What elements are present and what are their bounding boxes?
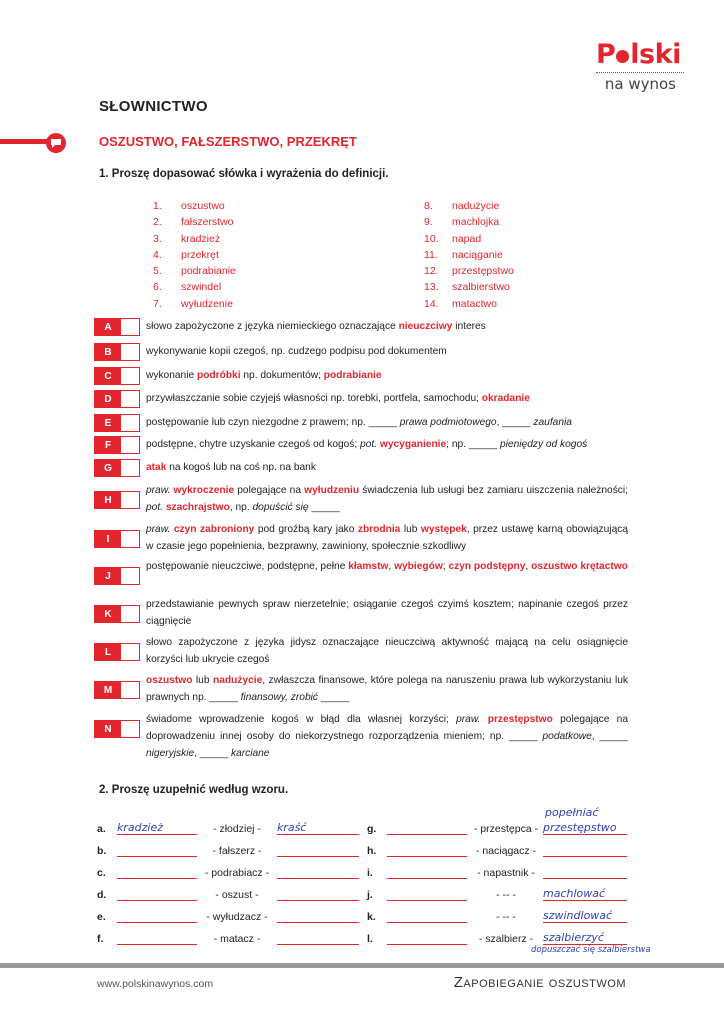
row-label-right: j. (367, 889, 373, 901)
word-number: 12. (424, 265, 439, 278)
word-list-item (153, 200, 236, 216)
handwritten-answer: przestępstwo (543, 821, 617, 834)
noun-person-left: - wyłudzacz - (206, 911, 268, 923)
answer-blank-left-1[interactable] (117, 931, 197, 945)
row-label-left: c. (97, 867, 106, 879)
answer-input[interactable] (121, 319, 139, 335)
definition-text: przywłaszczanie sobie czyjejś własności np. torebki, portfela, samochodu; okradanie (146, 393, 530, 404)
word-list-item (153, 216, 236, 232)
word-text: wyłudzenie (181, 297, 233, 310)
row-label-right: k. (367, 911, 376, 923)
footer-url[interactable]: www.polskinawynos.com (97, 978, 214, 990)
answer-blank-left-1[interactable] (117, 865, 197, 879)
answer-blank-right-2[interactable] (543, 887, 627, 901)
noun-person-left: - oszust - (215, 889, 259, 901)
answer-input[interactable] (121, 460, 139, 476)
definition-letter: K (95, 606, 121, 622)
answer-blank-right-2[interactable] (543, 865, 627, 879)
noun-person-right: - -- - (496, 911, 516, 923)
answer-blank-right-1[interactable] (387, 909, 467, 923)
answer-blank-left-2[interactable] (277, 843, 359, 857)
answer-box[interactable] (94, 720, 140, 738)
word-number: 5. (153, 265, 162, 278)
answer-input[interactable] (121, 721, 139, 737)
noun-person-right: - naciągacz - (475, 845, 537, 857)
word-list-item (153, 249, 236, 265)
logo-brand-left: P (596, 39, 616, 70)
definition-text: praw. czyn zabroniony pod groźbą kary jako zbrodnia lub występek, przez ustawę karną obowiązującą w czasie jego popełnienia, bezprawny, zawiniony, społecznie szkodliwy (146, 524, 628, 552)
handwritten-answer: machlować (543, 887, 606, 900)
word-list-item (424, 216, 514, 232)
answer-blank-left-2[interactable] (277, 821, 359, 835)
row-label-right: g. (367, 823, 377, 835)
word-number: 10. (424, 232, 439, 245)
definition-letter: A (95, 319, 121, 335)
word-text: naciąganie (452, 248, 503, 261)
answer-blank-right-2[interactable] (543, 843, 627, 857)
noun-person-left: - podrabiacz - (204, 867, 270, 879)
word-text: kradzież (181, 232, 221, 245)
answer-box[interactable] (94, 390, 140, 408)
word-number: 11. (424, 248, 438, 261)
answer-box[interactable] (94, 459, 140, 477)
word-list-item (424, 281, 514, 297)
definition-letter: L (95, 644, 121, 660)
row-label-left: e. (97, 911, 106, 923)
answer-blank-right-1[interactable] (387, 865, 467, 879)
definition-letter: D (95, 391, 121, 407)
word-list-item (424, 200, 514, 216)
word-text: podrabianie (181, 265, 236, 278)
definition-text: przedstawianie pewnych spraw nierzetelnie; osiąganie czegoś czyimś kosztem; napinanie czegoś przez ciągnięcie (146, 599, 628, 627)
exercise2-row (97, 843, 637, 863)
word-list-item (153, 233, 236, 249)
noun-person-left: - fałszerz - (212, 845, 262, 857)
definition-text: wykonywanie kopii czegoś, np. cudzego podpisu pod dokumentem (146, 346, 447, 357)
word-text: machlojka (452, 216, 500, 229)
answer-blank-left-2[interactable] (277, 887, 359, 901)
noun-person-right: - przestępca - (473, 823, 539, 835)
row-label-left: f. (97, 933, 104, 945)
handwritten-answer: szalbierzyć (543, 931, 604, 944)
handwritten-answer: kradzież (117, 821, 163, 834)
word-number: 13. (424, 281, 439, 294)
word-list-item (153, 298, 236, 314)
topic-title: OSZUSTWO, FAŁSZERSTWO, PRZEKRĘT (99, 134, 357, 149)
answer-blank-left-2[interactable] (277, 865, 359, 879)
answer-blank-right-2[interactable] (543, 931, 627, 945)
logo-dot-icon (616, 50, 629, 63)
answer-box[interactable] (94, 530, 140, 548)
definition-letter: F (95, 437, 121, 453)
answer-box[interactable] (94, 681, 140, 699)
topic-bar (0, 133, 724, 151)
word-text: matactwo (452, 297, 497, 310)
logo-subtitle: na wynos (604, 75, 676, 93)
answer-box[interactable] (94, 367, 140, 385)
speech-bubble-icon (46, 133, 66, 153)
answer-input[interactable] (121, 568, 139, 584)
answer-box[interactable] (94, 343, 140, 361)
answer-box[interactable] (94, 436, 140, 454)
noun-person-right: - szalbierz - (478, 933, 534, 945)
word-list-item (424, 265, 514, 281)
answer-input[interactable] (121, 606, 139, 622)
exercise2-instruction: 2. Proszę uzupełnić według wzoru. (99, 784, 289, 796)
answer-blank-left-2[interactable] (277, 909, 359, 923)
definition-text: świadome wprowadzenie kogoś w błąd dla własnej korzyści; praw. przestępstwo polegające na doprowadzeniu innej osoby do niekorzystnego rozporządzenia mieniem; np. _____ podatkowe, _____ nigeryjskie, _____ karciane (146, 714, 628, 759)
row-label-left: d. (97, 889, 107, 901)
answer-input[interactable] (121, 415, 139, 431)
topic-bar-line (0, 139, 50, 144)
answer-blank-left-1[interactable] (117, 843, 197, 857)
footer-divider (0, 963, 724, 968)
word-list-item (424, 298, 514, 314)
answer-box[interactable] (94, 414, 140, 432)
answer-blank-right-2[interactable] (543, 909, 627, 923)
logo-divider (596, 72, 684, 73)
exercise2-row (97, 865, 637, 885)
word-list-item (153, 265, 236, 281)
definition-letter: B (95, 344, 121, 360)
handwritten-note: popełniać (545, 806, 599, 819)
answer-box[interactable] (94, 318, 140, 336)
word-text: przekręt (181, 248, 219, 261)
definition-letter: I (95, 531, 121, 547)
word-list-right (424, 200, 514, 314)
noun-person-left: - matacz - (213, 933, 261, 945)
row-label-right: l. (367, 933, 373, 945)
word-number: 2. (153, 216, 162, 229)
answer-blank-left-1[interactable] (117, 821, 197, 835)
word-text: fałszerstwo (181, 216, 234, 229)
word-number: 8. (424, 200, 433, 212)
exercise2-row (97, 887, 637, 907)
word-text: nadużycie (452, 200, 500, 212)
definition-text: słowo zapożyczone z języka niemieckiego oznaczające nieuczciwy interes (146, 321, 486, 332)
word-number: 6. (153, 281, 162, 294)
definition-text: praw. wykroczenie polegające na wyłudzeniu świadczenia lub usługi bez zamiaru uiszczenia należności; pot. szachrajstwo, np. dopuścić się _____ (146, 485, 628, 513)
definition-letter: C (95, 368, 121, 384)
definition-text: postępowanie nieuczciwe, podstępne, pełne kłamstw, wybiegów; czyn podstępny, oszustwo krętactwo (146, 561, 628, 572)
answer-input[interactable] (121, 644, 139, 660)
row-label-left: a. (97, 823, 106, 835)
logo-brand (596, 40, 688, 70)
definition-text: wykonanie podróbki np. dokumentów; podrabianie (146, 370, 382, 381)
word-number: 7. (153, 297, 162, 310)
answer-box[interactable] (94, 567, 140, 585)
answer-input[interactable] (121, 437, 139, 453)
exercise2-row (97, 931, 651, 955)
section-title: SŁOWNICTWO (99, 98, 208, 115)
row-label-left: b. (97, 845, 107, 857)
answer-blank-right-2[interactable] (543, 821, 627, 835)
word-list-item (424, 249, 514, 265)
definition-letter: M (95, 682, 121, 698)
noun-person-left: - złodziej - (213, 823, 261, 835)
row-label-right: i. (367, 867, 373, 879)
answer-input[interactable] (121, 531, 139, 547)
answer-blank-right-1[interactable] (387, 931, 467, 945)
definition-text: postępowanie lub czyn niezgodne z prawem; np. _____ prawa podmiotowego, _____ zaufania (146, 417, 572, 428)
word-text: napad (452, 232, 482, 245)
noun-person-right: - napastnik - (477, 867, 535, 879)
exercise2-row (97, 909, 637, 929)
answer-input[interactable] (121, 368, 139, 384)
word-list-item (424, 233, 514, 249)
exercise1-instruction: 1. Proszę dopasować słówka i wyrażenia do definicji. (99, 168, 389, 180)
definition-letter: H (95, 492, 121, 508)
answer-blank-left-1[interactable] (117, 887, 197, 901)
definition-letter: N (95, 721, 121, 737)
word-list-item (153, 281, 236, 297)
answer-input[interactable] (121, 391, 139, 407)
answer-blank-right-1[interactable] (387, 821, 467, 835)
word-number: 4. (153, 248, 162, 261)
noun-person-right: - -- - (496, 889, 516, 901)
word-list-left (153, 200, 236, 314)
definition-letter: G (95, 460, 121, 476)
word-text: szalbierstwo (452, 281, 510, 294)
word-number: 3. (153, 232, 162, 245)
answer-input[interactable] (121, 344, 139, 360)
answer-input[interactable] (121, 682, 139, 698)
answer-blank-right-1[interactable] (387, 843, 467, 857)
definition-text: atak na kogoś lub na coś np. na bank (146, 462, 316, 473)
answer-input[interactable] (121, 492, 139, 508)
row-label-right: h. (367, 845, 377, 857)
definition-text: słowo zapożyczone z języka jidysz oznaczające nieuczciwą aktywność mającą na celu osiągnięcie korzyści lub ukrycie czegoś (146, 637, 628, 665)
definition-letter: J (95, 568, 121, 584)
answer-box[interactable] (94, 643, 140, 661)
answer-blank-left-1[interactable] (117, 909, 197, 923)
answer-blank-left-2[interactable] (277, 931, 359, 945)
word-text: szwindel (181, 281, 222, 294)
handwritten-answer: szwindlować (543, 909, 613, 922)
word-number: 1. (153, 200, 162, 212)
word-text: przestępstwo (452, 265, 514, 278)
answer-box[interactable] (94, 491, 140, 509)
footer-title: Zapobieganie oszustwom (453, 974, 626, 991)
word-text: oszustwo (181, 200, 225, 212)
definition-letter: E (95, 415, 121, 431)
logo-brand-right: lski (630, 39, 681, 70)
answer-box[interactable] (94, 605, 140, 623)
word-number: 14. (424, 297, 439, 310)
handwritten-note: dopuszczać się szalbierstwa (531, 945, 651, 955)
word-number: 9. (424, 216, 433, 229)
answer-blank-right-1[interactable] (387, 887, 467, 901)
handwritten-answer: kraść (277, 821, 307, 834)
definition-text: oszustwo lub nadużycie, zwłaszcza finansowe, które polega na naruszeniu prawa lub wykorzystaniu luk prawnych np. _____ finansowy, zrobić _____ (146, 675, 628, 703)
polski-na-wynos-logo (596, 40, 688, 93)
exercise2-row (97, 806, 637, 841)
definition-text: podstępne, chytre uzyskanie czegoś od kogoś; pot. wycyganienie; np. _____ pieniędzy od kogoś (146, 439, 588, 450)
